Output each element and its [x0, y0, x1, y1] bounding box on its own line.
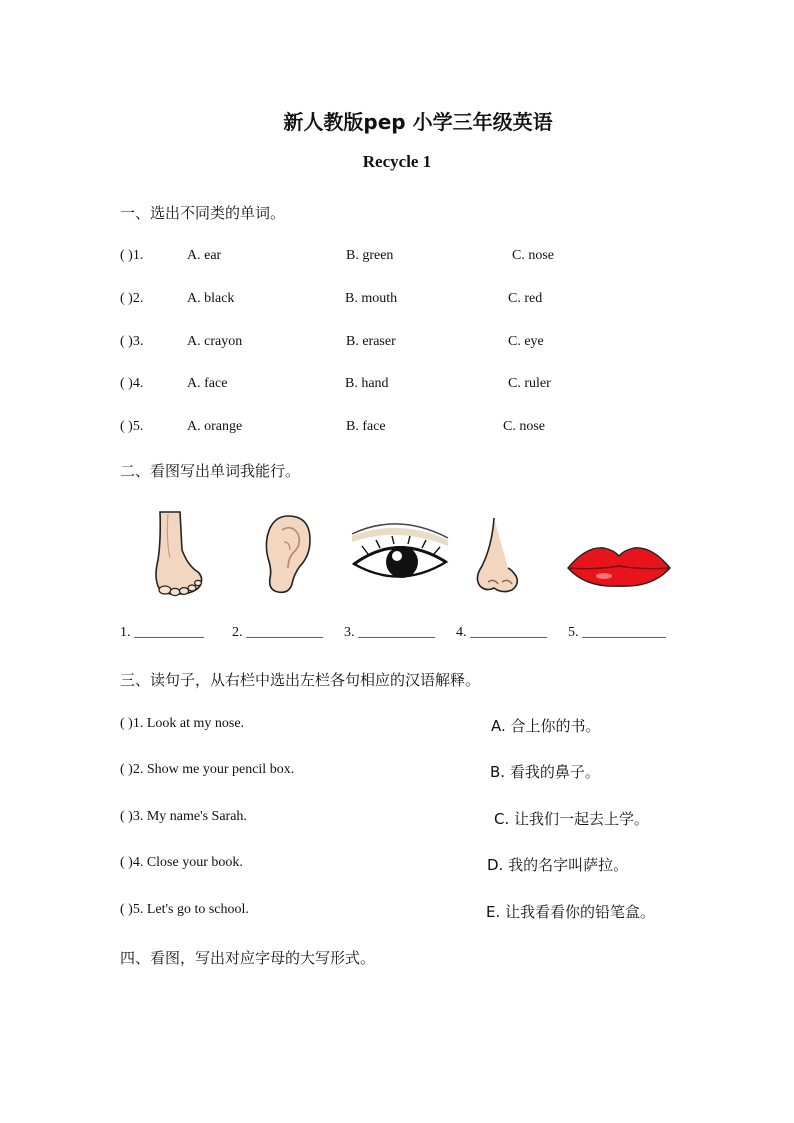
eye-icon — [348, 516, 452, 592]
item-number: ( )1. — [120, 248, 144, 263]
item-number: ( )2. — [120, 291, 144, 306]
option-a: A. ear — [187, 248, 222, 263]
option-c: C. ruler — [508, 376, 551, 391]
lips-icon — [564, 540, 674, 590]
section3-heading: 三、读句子，从右栏中选出左栏各句相应的汉语解释。 — [120, 671, 481, 689]
sentence-left: ( )5. Let's go to school. — [120, 902, 249, 917]
foot-icon — [148, 510, 208, 598]
option-c: C. eye — [508, 334, 544, 349]
option-c: C. nose — [503, 419, 545, 434]
sentence-right: E. 让我看看你的铅笔盒。 — [486, 903, 656, 921]
page-subtitle: Recycle 1 — [362, 152, 432, 171]
sentence-left: ( )1. Look at my nose. — [120, 716, 245, 731]
sentence-left: ( )3. My name's Sarah. — [120, 809, 247, 824]
option-b: B. hand — [345, 376, 389, 391]
ear-icon — [262, 512, 314, 596]
option-b: B. green — [346, 248, 394, 263]
option-a: A. face — [187, 376, 228, 391]
sentence-right: D. 我的名字叫萨拉。 — [487, 856, 629, 874]
option-a: A. black — [187, 291, 235, 306]
sentence-right: B. 看我的鼻子。 — [490, 763, 600, 781]
option-a: A. orange — [187, 419, 243, 434]
option-b: B. face — [346, 419, 386, 434]
nose-icon — [472, 516, 522, 596]
section1-heading: 一、选出不同类的单词。 — [120, 204, 286, 222]
section4-heading: 四、看图，写出对应字母的大写形式。 — [120, 949, 376, 967]
option-c: C. nose — [512, 248, 554, 263]
answer-blank-2[interactable]: 2. ___________ — [232, 625, 323, 640]
answer-blank-3[interactable]: 3. ___________ — [344, 625, 435, 640]
item-number: ( )4. — [120, 376, 144, 391]
option-b: B. mouth — [345, 291, 398, 306]
page-title: 新人教版pep 小学三年级英语 — [283, 110, 553, 134]
sentence-left: ( )2. Show me your pencil box. — [120, 762, 295, 777]
item-number: ( )3. — [120, 334, 144, 349]
sentence-left: ( )4. Close your book. — [120, 855, 243, 870]
option-a: A. crayon — [187, 334, 243, 349]
sentence-right: A. 合上你的书。 — [491, 717, 601, 735]
option-c: C. red — [508, 291, 543, 306]
sentence-right: C. 让我们一起去上学。 — [494, 810, 650, 828]
option-b: B. eraser — [346, 334, 396, 349]
item-number: ( )5. — [120, 419, 144, 434]
section2-heading: 二、看图写出单词我能行。 — [120, 462, 301, 480]
answer-blank-4[interactable]: 4. ___________ — [456, 625, 547, 640]
answer-blank-5[interactable]: 5. ____________ — [568, 625, 666, 640]
answer-blank-1[interactable]: 1. __________ — [120, 625, 204, 640]
